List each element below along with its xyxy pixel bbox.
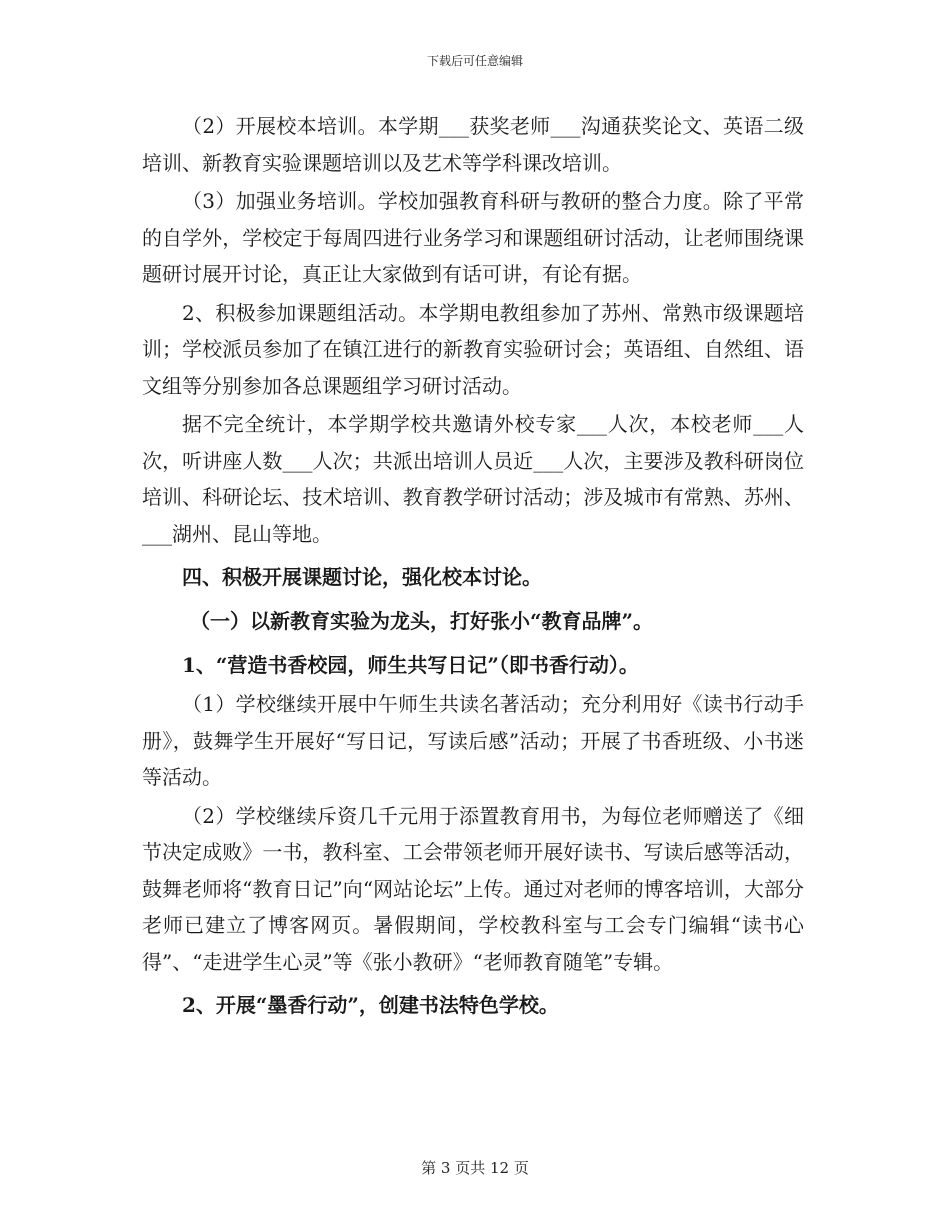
paragraph-school-training: （2）开展校本培训。本学期___获奖老师___沟通获奖论文、英语二级培训、新教育实验课题培训以及艺术等学科课改培训。 — [142, 114, 804, 175]
paragraph-business-training: （3）加强业务培训。学校加强教育科研与教研的整合力度。除了平常的自学外，学校定于每周四进行业务学习和课题组研讨活动，让老师围绕课题研讨展开讨论，真正让大家做到有话可讲，有论有据。 — [142, 189, 804, 286]
page-header: 下载后可任意编辑 — [426, 54, 523, 68]
paragraph-statistics: 据不完全统计，本学期学校共邀请外校专家___人次，本校老师___人次，听讲座人数___人次；共派出培训人员近___人次，主要涉及教科研岗位培训、科研论坛、技术培训、教育教学研讨活动；涉及城市有常熟、苏州、___湖州、昆山等地。 — [142, 412, 804, 546]
paragraph-research-group: 2、积极参加课题组活动。本学期电教组参加了苏州、常熟市级课题培训；学校派员参加了在镇江进行的新教育实验研讨会；英语组、自然组、语文组等分别参加各总课题组学习研讨活动。 — [142, 300, 804, 398]
paragraph-teacher-books: （2）学校继续斥资几千元用于添置教育用书，为每位老师赠送了《细节决定成败》一书，教科室、工会带领老师开展好读书、写读后感等活动，鼓舞老师将“教育日记”向“网站论坛”上传。通过对老师的博客培训，大部分老师已建立了博客网页。暑假期间，学校教科室与工会专门编辑“读书心得”、“走进学生心灵”等《张小教研》“老师教育随笔”专辑。 — [142, 803, 804, 974]
heading-section-four: 四、积极开展课题讨论，强化校本讨论。 — [182, 565, 542, 589]
paragraph-reading-activity: （1）学校继续开展中午师生共读名著活动；充分利用好《读书行动手册》，鼓舞学生开展好“写日记，写读后感”活动；开展了书香班级、小书迷等活动。 — [142, 692, 804, 789]
heading-subsection-one: （一）以新教育实验为龙头，打好张小“教育品牌”。 — [190, 609, 654, 633]
document-body — [142, 108, 804, 1024]
heading-item-two: 2、开展“墨香行动”，创建书法特色学校。 — [182, 993, 559, 1017]
page-footer: 第 3 页共 12 页 — [421, 1159, 529, 1177]
heading-item-one: 1、“营造书香校园，师生共写日记”（即书香行动）。 — [182, 653, 639, 677]
